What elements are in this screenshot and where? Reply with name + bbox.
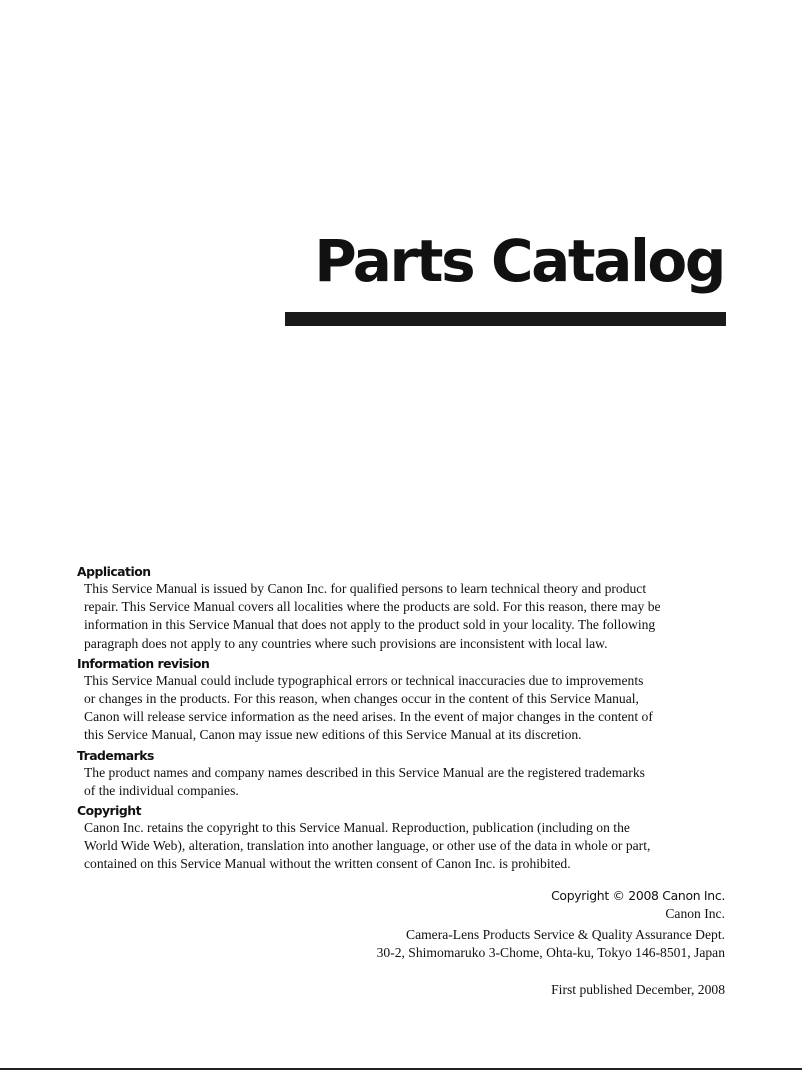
body-line: of the individual companies. — [84, 782, 239, 798]
body-line: paragraph does not apply to any countries where such provisions are inconsistent with local law. — [84, 635, 608, 651]
body-line: this Service Manual, Canon may issue new editions of this Service Manual at its discretion. — [84, 727, 582, 743]
body-line: World Wide Web), alteration, translation into another language, or other use of the data in whole or part, — [84, 838, 651, 854]
section-body-application — [84, 580, 737, 653]
section-body-trademarks — [84, 764, 737, 800]
document-title: Parts Catalog — [314, 227, 724, 295]
body-line: information in this Service Manual that does not apply to the product sold in your locality. The following — [84, 617, 656, 633]
publication-date: First published December, 2008 — [551, 982, 725, 997]
body-line: contained on this Service Manual without the written consent of Canon Inc. is prohibited. — [84, 856, 571, 872]
notice-sections — [77, 563, 737, 876]
body-line: or changes in the products. For this reason, when changes occur in the content of this Service Manual, — [84, 691, 639, 707]
colophon — [377, 887, 725, 999]
section-heading-information-revision: Information revision — [77, 655, 210, 671]
department-name: Camera-Lens Products Service & Quality Assurance Dept. — [406, 927, 725, 942]
section-trademarks — [77, 747, 737, 800]
section-body-copyright — [84, 819, 737, 874]
section-application — [77, 563, 737, 653]
copyright-notice: Copyright © 2008 Canon Inc. — [551, 888, 725, 903]
section-body-information-revision — [84, 672, 737, 745]
body-line: Canon Inc. retains the copyright to this Service Manual. Reproduction, publication (including on the — [84, 820, 630, 836]
company-address: 30-2, Shimomaruko 3-Chome, Ohta-ku, Tokyo 146-8501, Japan — [376, 945, 725, 960]
section-copyright — [77, 802, 737, 874]
body-line: This Service Manual is issued by Canon Inc. for qualified persons to learn technical theory and product — [84, 581, 647, 596]
body-line: Canon will release service information as the need arises. In the event of major changes in the content of — [84, 709, 653, 725]
section-heading-application: Application — [77, 564, 151, 579]
body-line: The product names and company names described in this Service Manual are the registered trademarks — [84, 764, 645, 780]
section-information-revision — [77, 655, 737, 745]
section-heading-trademarks: Trademarks — [77, 747, 154, 763]
section-heading-copyright: Copyright — [77, 803, 142, 819]
body-line: repair. This Service Manual covers all localities where the products are sold. For this reason, there may be — [84, 599, 661, 615]
body-line: This Service Manual could include typographical errors or technical inaccuracies due to improvements — [84, 672, 644, 688]
title-underline-bar — [285, 312, 726, 326]
company-name: Canon Inc. — [665, 906, 725, 921]
